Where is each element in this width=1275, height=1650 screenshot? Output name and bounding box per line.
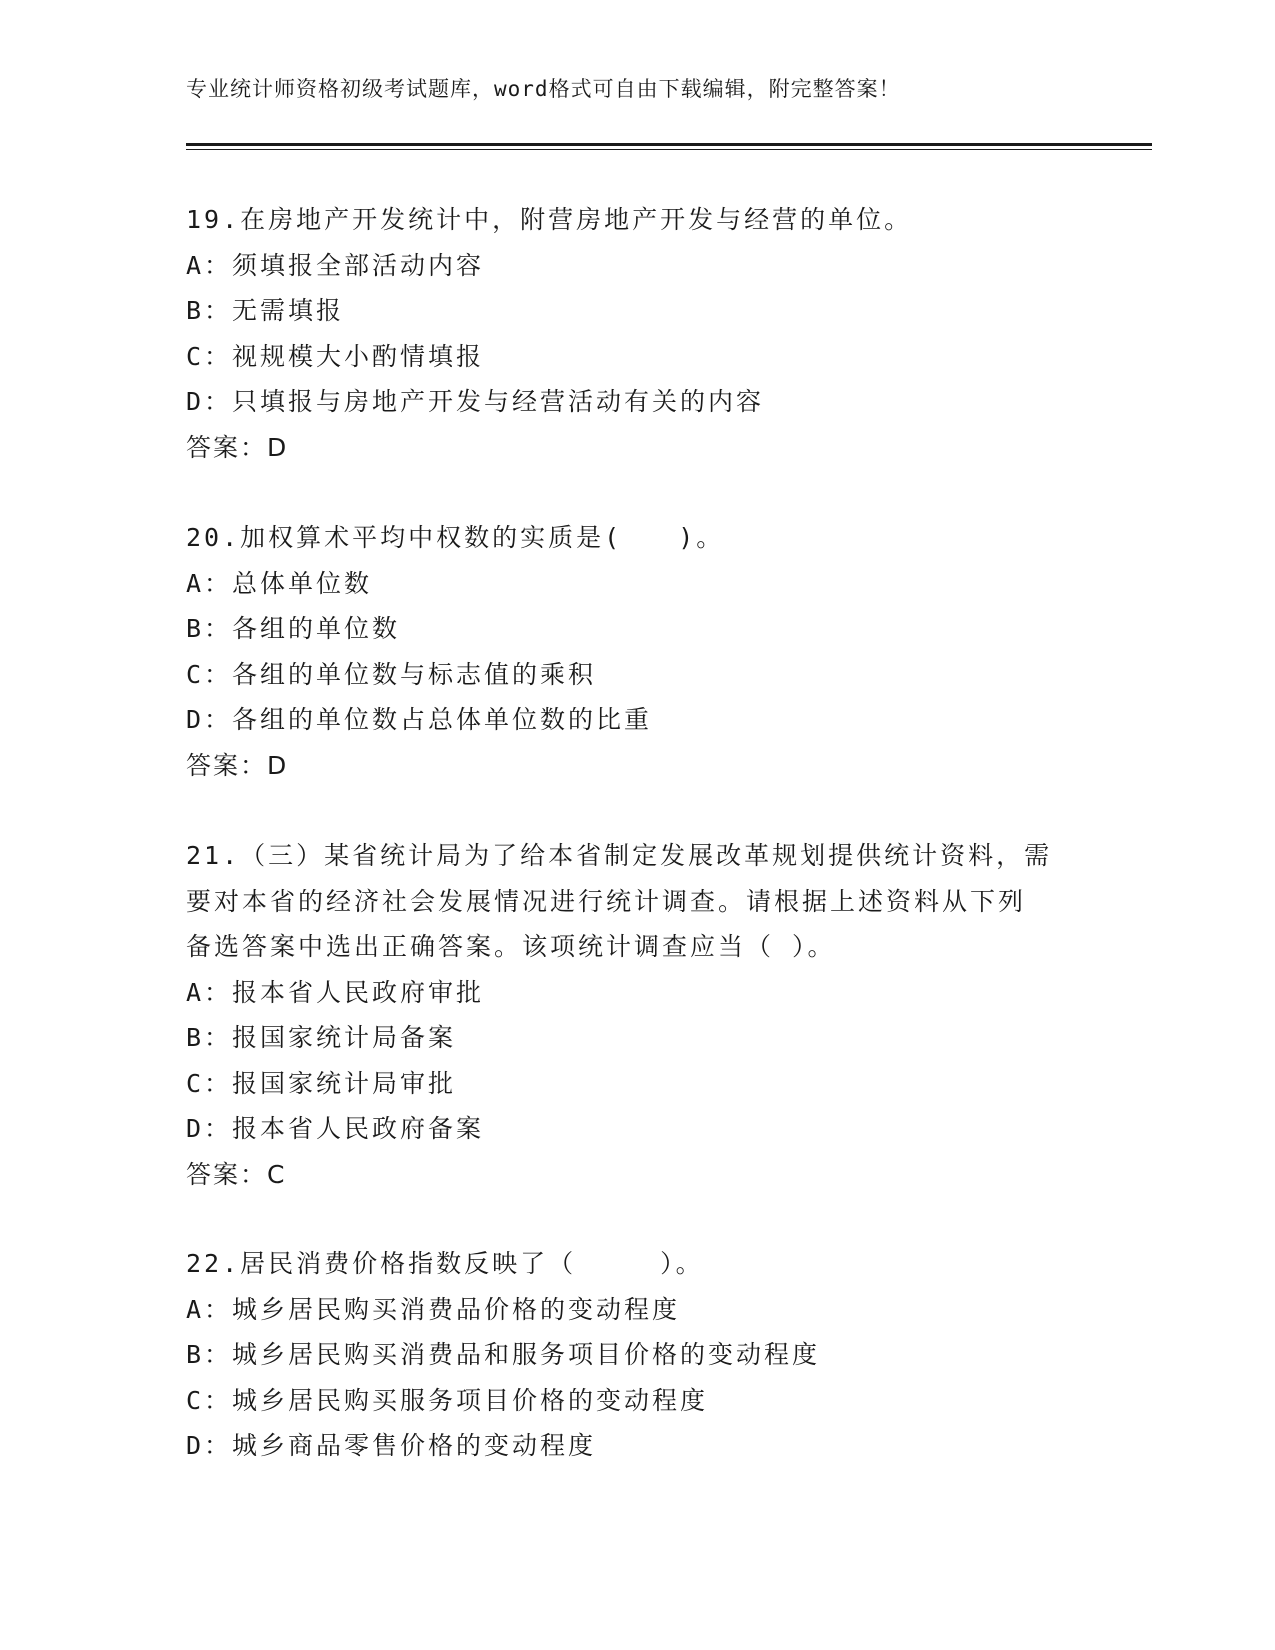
option-d: D：城乡商品零售价格的变动程度 [186, 1431, 597, 1460]
question-19 [186, 197, 1086, 470]
question-title: 22.居民消费价格指数反映了（ ）。 [186, 1249, 704, 1278]
question-title: 20.加权算术平均中权数的实质是( )。 [186, 523, 725, 552]
option-a: A：报本省人民政府审批 [186, 977, 485, 1007]
question-title-line-3: 备选答案中选出正确答案。该项统计调查应当（ ）。 [186, 932, 836, 961]
option-c: C：城乡居民购买服务项目价格的变动程度 [186, 1385, 709, 1415]
option-d: D：各组的单位数占总体单位数的比重 [186, 705, 653, 734]
page-header: 专业统计师资格初级考试题库，word格式可自由下载编辑，附完整答案！ [186, 77, 901, 101]
option-d: D：只填报与房地产开发与经营活动有关的内容 [186, 387, 765, 416]
answer: 答案：C [186, 1159, 287, 1189]
option-c: C：报国家统计局审批 [186, 1068, 457, 1098]
question-21 [186, 833, 1086, 1197]
question-22 [186, 1241, 1086, 1469]
question-title: 19.在房地产开发统计中，附营房地产开发与经营的单位。 [186, 205, 913, 234]
option-a: A：城乡居民购买消费品价格的变动程度 [186, 1294, 681, 1324]
option-b: B：各组的单位数 [186, 614, 401, 643]
header-rule-thick [186, 143, 1152, 146]
answer: 答案：D [186, 432, 289, 462]
question-title-line-1: 21.（三）某省统计局为了给本省制定发展改革规划提供统计资料，需 [186, 841, 1053, 870]
question-title-line-2: 要对本省的经济社会发展情况进行统计调查。请根据上述资料从下列 [186, 886, 1027, 916]
option-c: C：视规模大小酌情填报 [186, 341, 485, 371]
option-a: A：总体单位数 [186, 568, 373, 598]
option-b: B：无需填报 [186, 296, 345, 325]
option-a: A：须填报全部活动内容 [186, 250, 485, 280]
option-c: C：各组的单位数与标志值的乘积 [186, 659, 597, 689]
option-b: B：城乡居民购买消费品和服务项目价格的变动程度 [186, 1340, 821, 1369]
header-rule-thin [186, 149, 1152, 150]
option-b: B：报国家统计局备案 [186, 1023, 457, 1052]
question-20 [186, 515, 1086, 788]
option-d: D：报本省人民政府备案 [186, 1114, 485, 1143]
answer: 答案：D [186, 750, 289, 780]
